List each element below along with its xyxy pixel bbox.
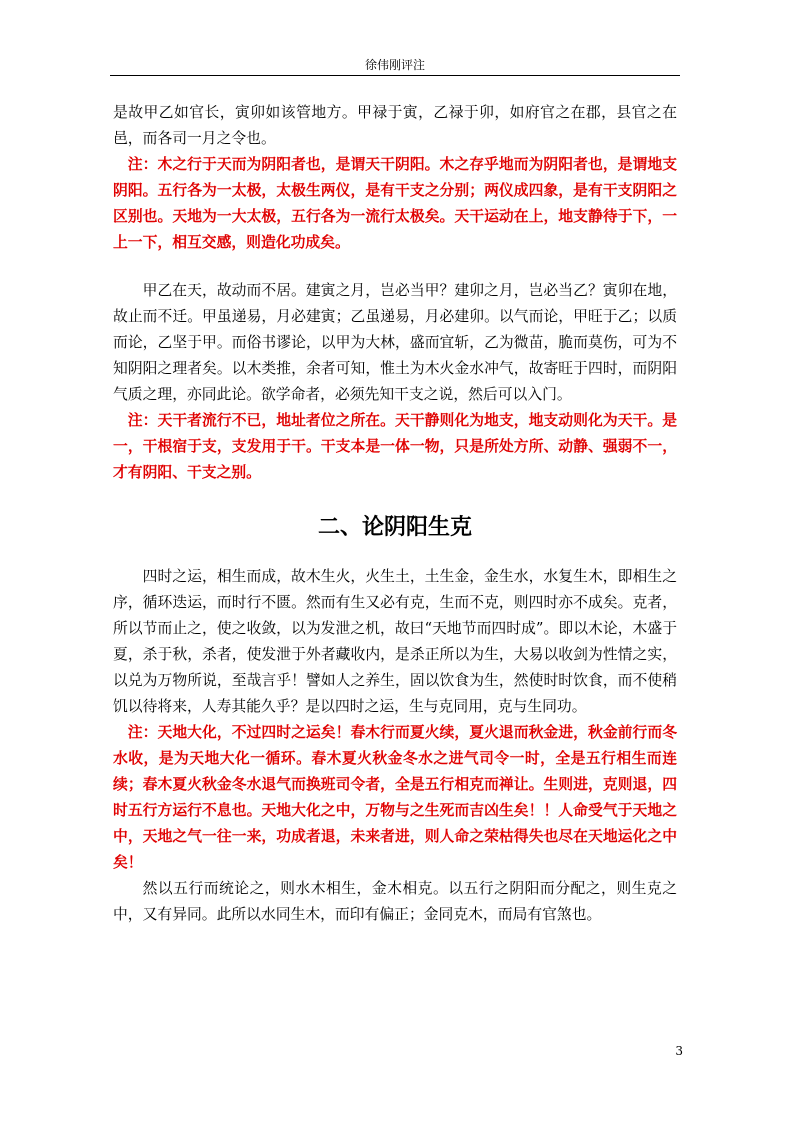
annotation-note: 注：天干者流行不已，地址者位之所在。天干静则化为地支，地支动则化为天干。是一，干根宿于支，支发用于干。干支本是一体一物，只是所处方所、动静、强弱不一，才有阴阳、干支之别。 — [113, 412, 677, 481]
body-paragraph: 是故甲乙如官长，寅卯如该管地方。甲禄于寅，乙禄于卯，如府官之在郡，县官之在邑，而各司一月之令也。 — [113, 104, 677, 147]
section-title: 二、论阴阳生克 — [317, 515, 472, 540]
annotation-note: 注：木之行于天而为阴阳者也，是谓天干阴阳。木之存乎地而为阴阳者也，是谓地支阴阳。五行各为一太极，太极生两仪，是有干支之分别；两仪成四象，是有干支阴阳之区别也。天地为一大太极，五行各为一流行太极矣。天干运动在上，地支静待于下，一上一下，相互交感，则造化功成矣。 — [113, 156, 677, 251]
page-content — [113, 100, 677, 928]
body-paragraph: 然以五行而统论之，则水木相生，金木相克。以五行之阴阳而分配之，则生克之中，又有异同。此所以水同生木，而印有偏正；金同克木，而局有官煞也。 — [113, 880, 677, 923]
annotation-note: 注：天地大化，不过四时之运矣！春木行而夏火续，夏火退而秋金进，秋金前行而冬水收，是为天地大化一循环。春木夏火秋金冬水之进气司令一时，全是五行相生而连续；春木夏火秋金冬水退气而换班司令者，全是五行相克而禅让。生则进，克则退，四时五行方运行不息也。天地大化之中，万物与之生死而吉凶生矣！！人命受气于天地之中，天地之气一往一来，功成者退，未来者进，则人命之荣枯得失也尽在天地运化之中矣！ — [113, 724, 677, 871]
body-paragraph: 甲乙在天，故动而不居。建寅之月，岂必当甲？建卯之月，岂必当乙？寅卯在地，故止而不迁。甲虽递易，月必建寅；乙虽递易，月必建卯。以气而论，甲旺于乙；以质而论，乙坚于甲。而俗书谬论，以甲为大林，盛而宜斩，乙为微苗，脆而莫伤，可为不知阴阳之理者矣。以木类推，余者可知，惟土为木火金水冲气，故寄旺于四时，而阴阳气质之理，亦同此论。欲学命者，必须先知干支之说，然后可以入门。 — [113, 282, 677, 403]
body-paragraph: 四时之运，相生而成，故木生火，火生土，土生金，金生水，水复生木，即相生之序，循环迭运，而时行不匮。然而有生又必有克，生而不克，则四时亦不成矣。克者，所以节而止之，使之收敛，以为发泄之机，故曰“天地节而四时成”。即以木论，木盛于夏，杀于秋，杀者，使发泄于外者藏收内，是杀正所以为生，大易以收剑为性情之实，以兑为万物所说，至哉言乎！譬如人之养生，固以饮食为生，然使时时饮食，而不使稍饥以待将来，人寿其能久乎？是以四时之运，生与克同用，克与生同功。 — [113, 568, 677, 715]
header-rule — [110, 75, 680, 76]
running-header: 徐伟刚评注 — [364, 58, 425, 72]
page-number: 3 — [675, 1044, 683, 1058]
